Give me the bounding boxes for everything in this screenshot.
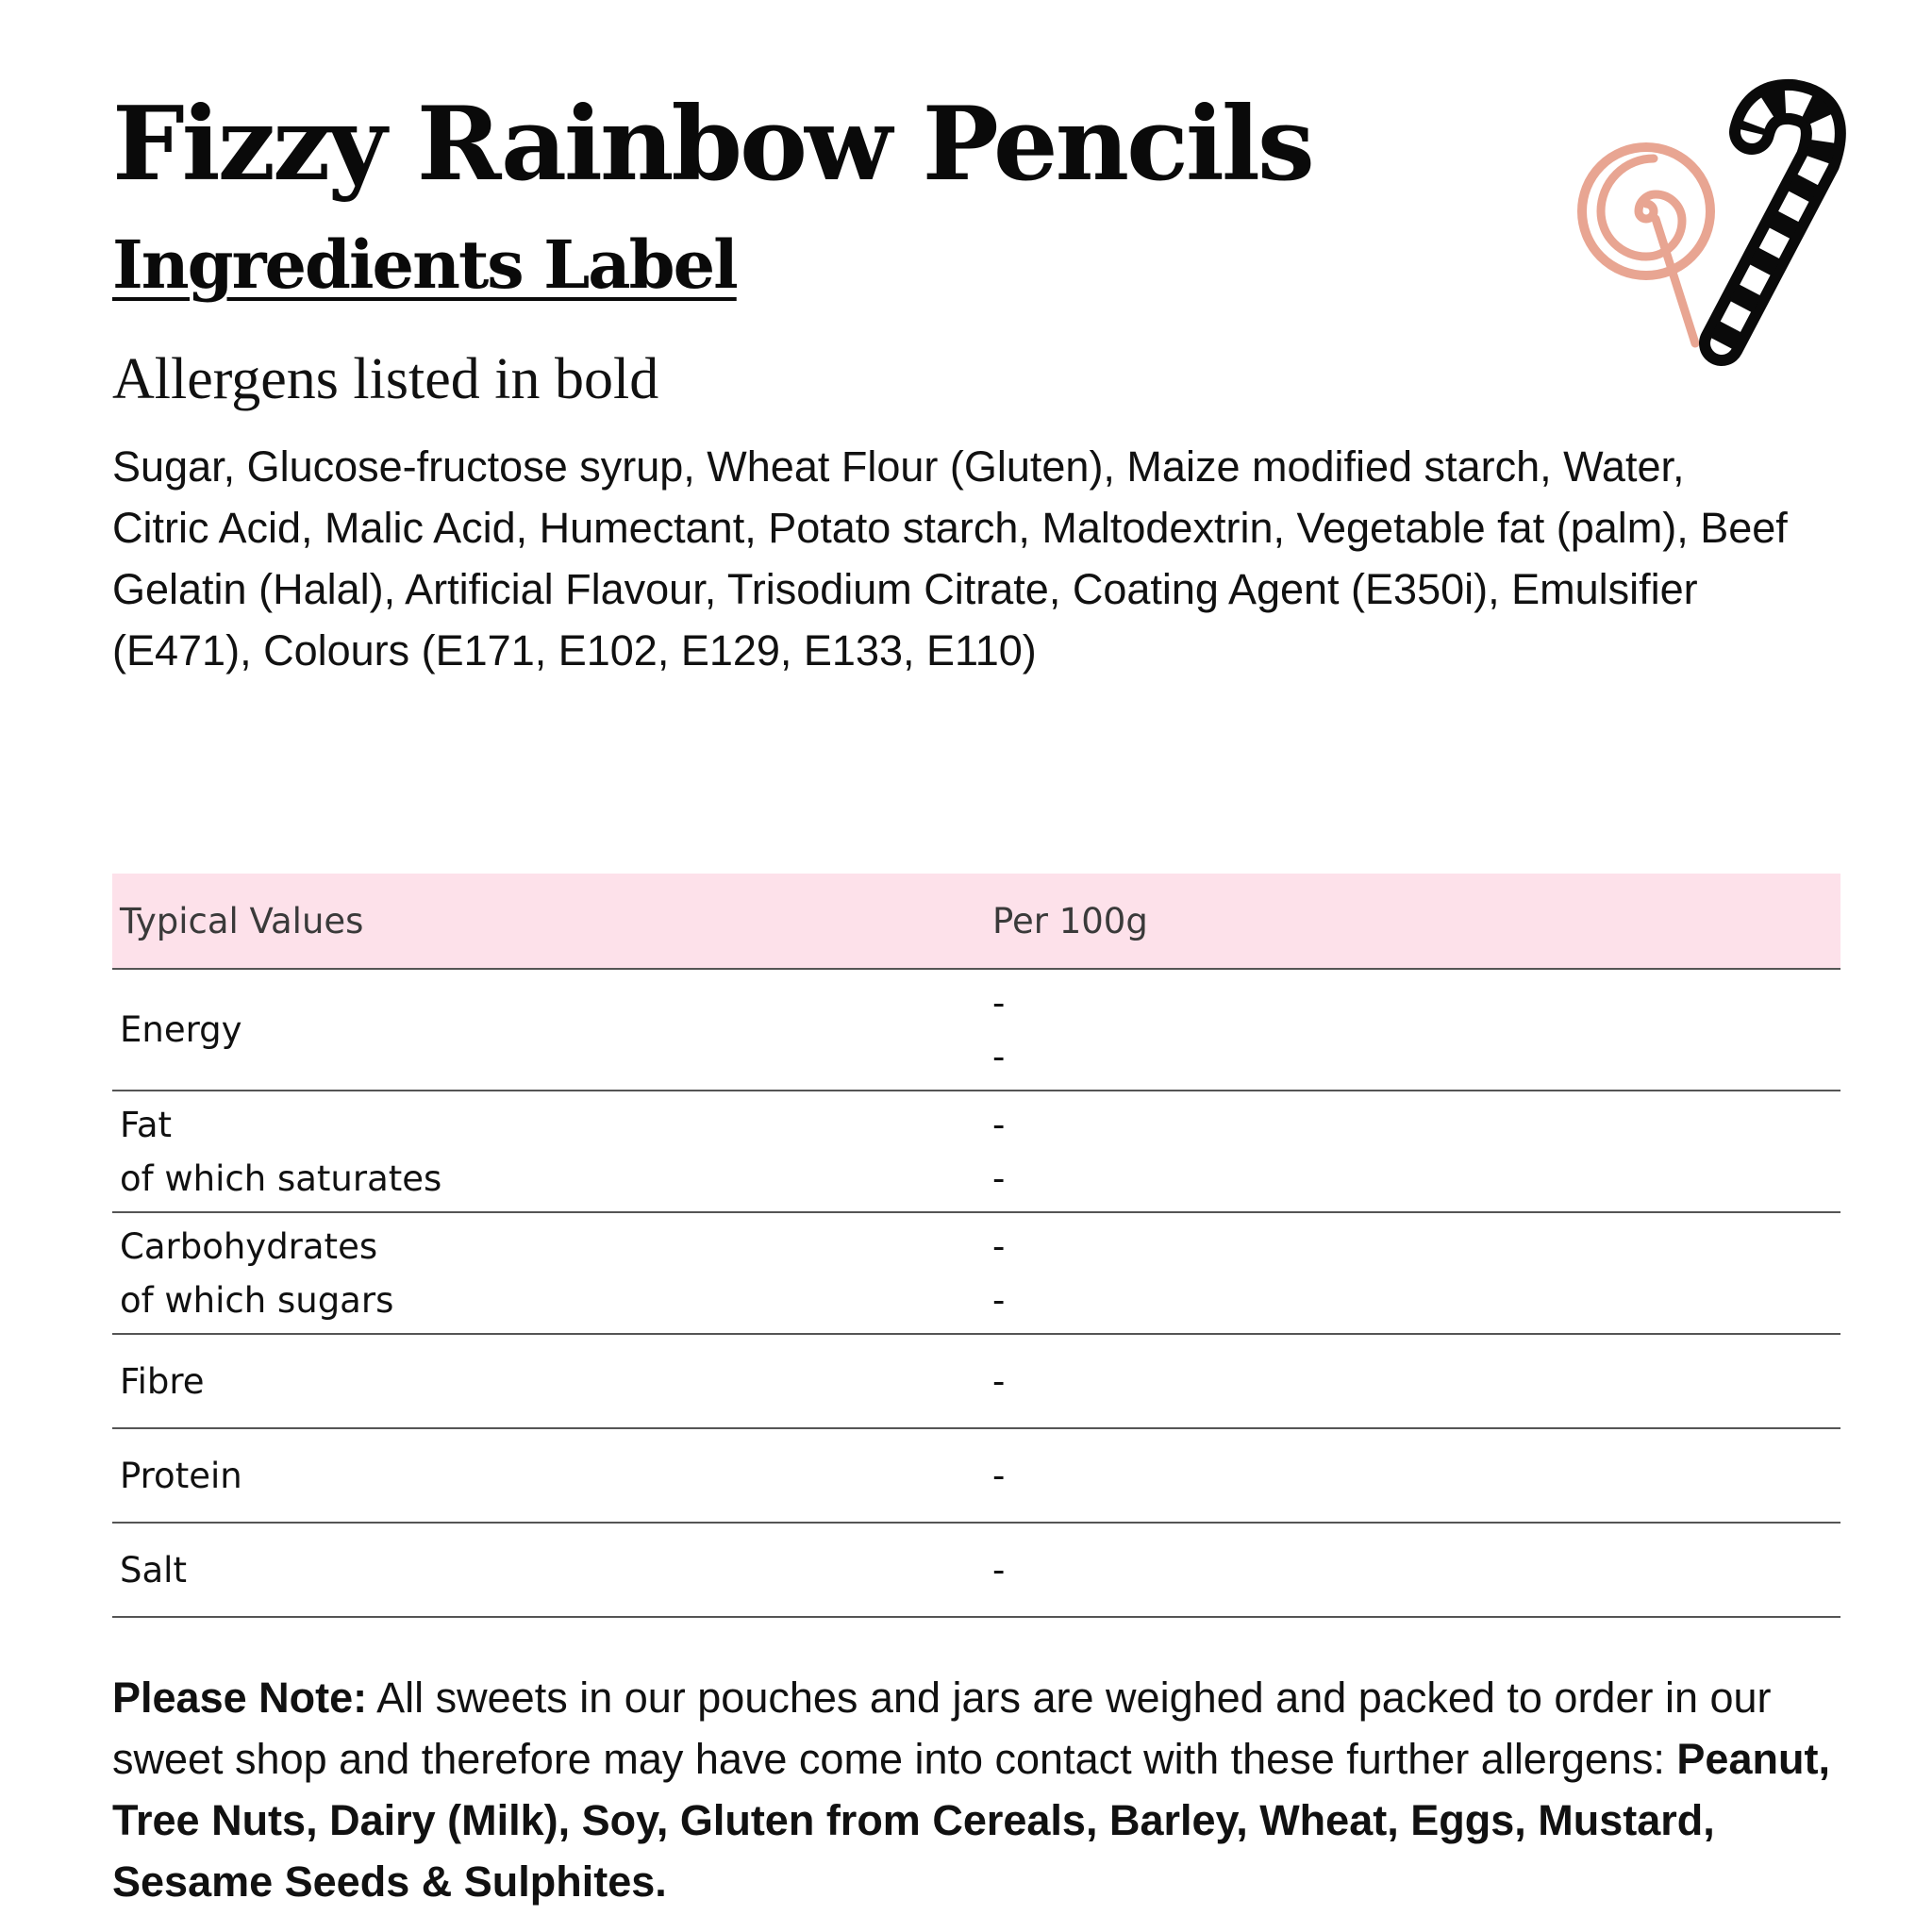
nutrient-label: Energy	[120, 1009, 242, 1050]
nutrient-label-cell	[112, 1212, 985, 1334]
nutrient-value: -	[985, 1523, 1840, 1617]
header-typical-values: Typical Values	[112, 874, 985, 969]
nutrient-value: -	[985, 1428, 1840, 1523]
ingredients-list: Sugar, Glucose-fructose syrup, Wheat Flour (Gluten), Maize modified starch, Water, Citric Acid, Malic Acid, Humectant, Potato starch, Maltodextrin, Vegetable fat (palm), Beef Gelatin (Halal), Artificial Flavour, Trisodium Citrate, Coating Agent (E350i), Emulsifier (E471), Colours (E171, E102, E129, E133, E110)	[112, 442, 1788, 675]
nutrient-sublabel: of which sugars	[120, 1279, 394, 1321]
nutrient-value: -	[992, 982, 1006, 1024]
nutrient-value: -	[992, 1158, 1006, 1199]
nutrient-label: Salt	[112, 1523, 985, 1617]
label-subtitle: Ingredients Label	[112, 225, 737, 304]
product-title: Fizzy Rainbow Pencils	[112, 85, 1312, 204]
nutrient-label: Fat	[120, 1104, 173, 1145]
nutrient-value: -	[992, 1036, 1006, 1077]
nutrient-value: -	[992, 1279, 1006, 1321]
nutrition-row-energy	[112, 969, 1840, 1091]
nutrient-label: Fibre	[112, 1334, 985, 1428]
nutrient-label: Carbohydrates	[120, 1225, 378, 1267]
cross-contamination-note	[112, 1667, 1842, 1912]
nutrient-value: -	[992, 1225, 1006, 1267]
nutrition-row-fat	[112, 1091, 1840, 1212]
note-lead: Please Note:	[112, 1674, 368, 1722]
note-body: All sweets in our pouches and jars are weighed and packed to order in our sweet shop and therefore may have come into contact with these further allergens:	[112, 1674, 1772, 1783]
allergen-note: Allergens listed in bold	[112, 347, 659, 411]
nutrient-label: Protein	[112, 1428, 985, 1523]
nutrition-row-salt	[112, 1523, 1840, 1617]
candy-cane-icon	[1722, 102, 1824, 343]
nutrient-value: -	[992, 1104, 1006, 1145]
nutrient-value-cell	[985, 1212, 1840, 1334]
nutrition-table	[112, 874, 1840, 1618]
nutrient-label-cell	[112, 1091, 985, 1212]
nutrient-sublabel: of which saturates	[120, 1158, 442, 1199]
note-allergens: Peanut, Tree Nuts, Dairy (Milk), Soy, Gluten from Cereals, Barley, Wheat, Eggs, Mustard, Sesame Seeds & Sulphites.	[112, 1735, 1830, 1906]
nutrient-label-cell	[112, 969, 985, 1091]
sweets-illustration	[1571, 68, 1882, 379]
lollipop-icon	[1582, 147, 1710, 343]
nutrition-row-carbohydrates	[112, 1212, 1840, 1334]
nutrient-value: -	[985, 1334, 1840, 1428]
nutrition-row-protein	[112, 1428, 1840, 1523]
header-per-100g: Per 100g	[985, 874, 1840, 969]
nutrient-value-cell	[985, 969, 1840, 1091]
nutrition-row-fibre	[112, 1334, 1840, 1428]
nutrient-value-cell	[985, 1091, 1840, 1212]
nutrition-header-row	[112, 874, 1840, 969]
